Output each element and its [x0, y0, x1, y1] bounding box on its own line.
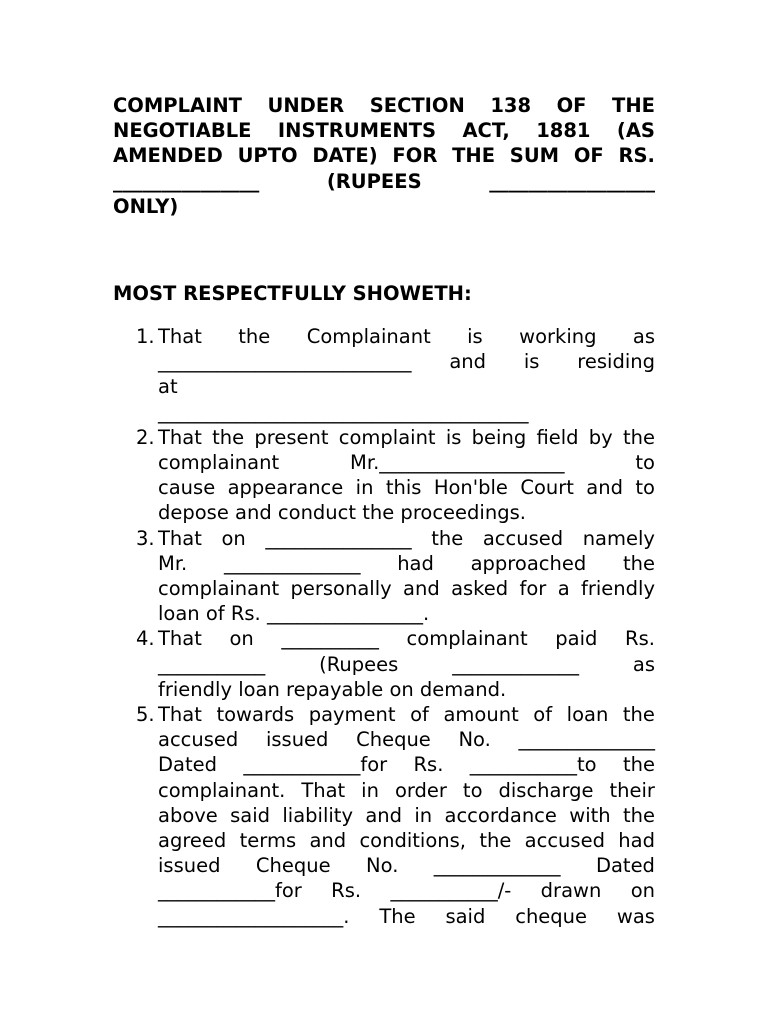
- document-title: [113, 93, 655, 219]
- item-number: 4.: [136, 627, 155, 651]
- text-line: That the present complaint is being field by the: [158, 425, 655, 449]
- text-line: accused issued Cheque No. ______________: [158, 728, 655, 752]
- text-line: cause appearance in this Hon'ble Court and to: [158, 476, 655, 500]
- section-heading: MOST RESPECTFULLY SHOWETH:: [113, 282, 472, 305]
- text-line: ___________ (Rupees _____________ as: [158, 652, 655, 676]
- text-line: complainant personally and asked for a friendly: [158, 577, 655, 601]
- text-line: Dated ____________for Rs. ___________to the: [158, 753, 655, 777]
- text-line: depose and conduct the proceedings.: [158, 501, 526, 525]
- text-line: above said liability and in accordance with the: [158, 803, 655, 827]
- text-line: That on _______________ the accused namely: [158, 526, 655, 550]
- numbered-paragraph-list: [113, 324, 655, 929]
- text-line: ____________for Rs. ___________/- drawn on: [158, 879, 655, 903]
- item-number: 1.: [136, 325, 155, 348]
- title-line: NEGOTIABLE INSTRUMENTS ACT, 1881 (AS: [113, 119, 655, 143]
- item-text: [158, 526, 655, 627]
- title-line: COMPLAINT UNDER SECTION 138 OF THE: [113, 94, 655, 117]
- list-item: [113, 526, 655, 627]
- text-line: That towards payment of amount of loan the: [158, 703, 655, 727]
- item-text: [158, 626, 655, 702]
- list-item: [113, 626, 655, 702]
- list-item: [113, 324, 655, 425]
- title-line: AMENDED UPTO DATE) FOR THE SUM OF RS.: [113, 144, 655, 168]
- list-item: [113, 425, 655, 526]
- text-line: agreed terms and conditions, the accused had: [158, 829, 655, 853]
- text-line: That on __________ complainant paid Rs.: [158, 627, 655, 651]
- text-line: complainant. That in order to discharge their: [158, 778, 655, 802]
- text-line: ___________________. The said cheque was: [158, 904, 655, 928]
- item-number: 2.: [136, 425, 155, 449]
- text-line: __________________________ and is residing: [158, 350, 655, 374]
- item-text: [158, 324, 655, 425]
- text-line: Mr. ______________ had approached the: [158, 551, 655, 575]
- item-number: 5.: [136, 703, 155, 727]
- text-line: at: [158, 375, 178, 399]
- title-line: _______________ (RUPEES _________________: [113, 169, 655, 193]
- text-line: complainant Mr.___________________ to: [158, 451, 655, 475]
- item-text: [158, 425, 655, 526]
- text-line: That the Complainant is working as: [158, 325, 655, 348]
- item-text: [158, 702, 655, 929]
- text-line: issued Cheque No. _____________ Dated: [158, 854, 655, 878]
- text-line: ______________________________________: [158, 400, 529, 424]
- title-line: ONLY): [113, 194, 179, 218]
- list-item: [113, 702, 655, 929]
- text-line: loan of Rs. ________________.: [158, 602, 430, 626]
- text-line: friendly loan repayable on demand.: [158, 677, 507, 701]
- item-number: 3.: [136, 526, 155, 550]
